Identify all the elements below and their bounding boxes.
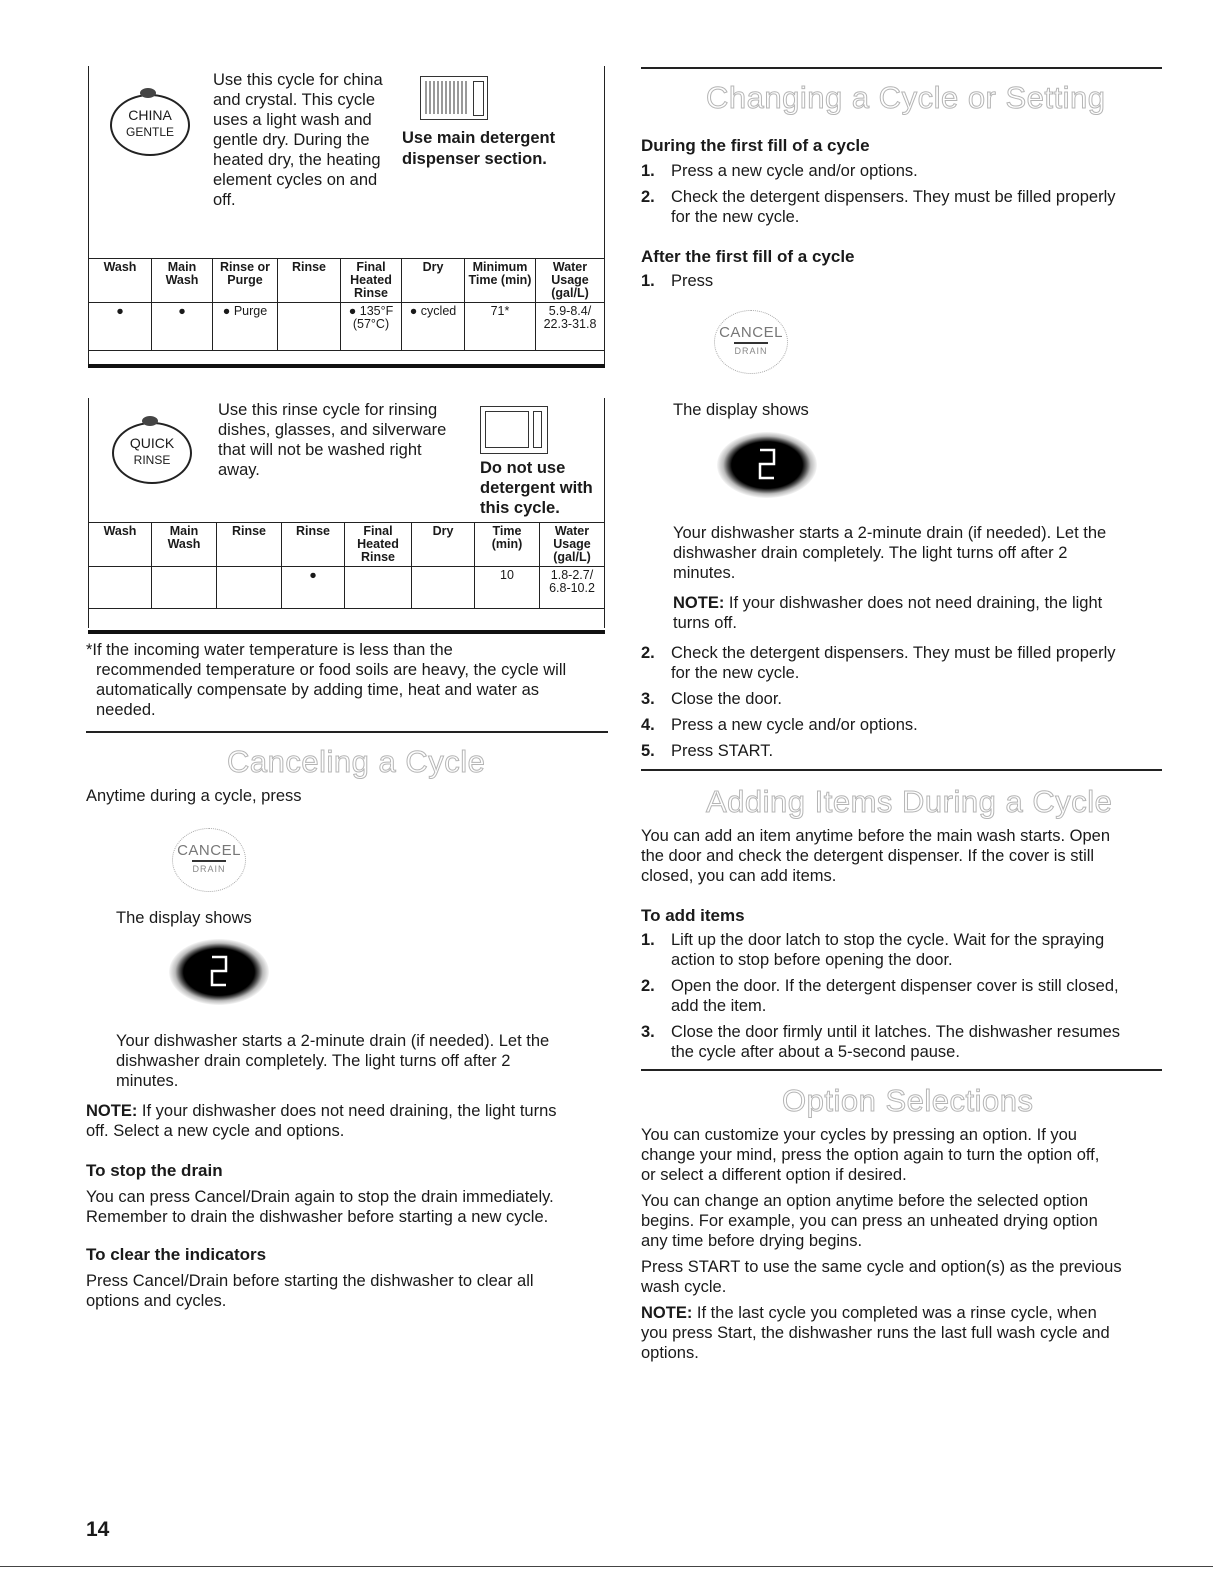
text-line: dishwasher drain completely. The light turns off after 2 [116, 1052, 511, 1070]
section-divider [641, 67, 1162, 69]
step-number: 1. [641, 162, 655, 180]
text-line: this cycle. [480, 499, 560, 517]
changing-drain-text [673, 523, 1163, 583]
canceling-drain-text [116, 1031, 606, 1091]
stop-drain-text [86, 1187, 606, 1227]
note-label: NOTE: [86, 1102, 138, 1120]
step-number: 3. [641, 1023, 655, 1041]
step-number: 1. [641, 931, 655, 949]
cancel-indicator-bar [192, 860, 226, 862]
adding-intro [641, 826, 1166, 886]
step-number: 5. [641, 742, 655, 760]
stop-drain-heading: To stop the drain [86, 1161, 223, 1180]
text-line: Use main detergent [402, 129, 556, 147]
digit-2-icon [205, 953, 233, 991]
canceling-note [86, 1101, 606, 1141]
after-fill-heading: After the first fill of a cycle [641, 247, 855, 266]
text-line: off. Select a new cycle and options. [86, 1122, 345, 1140]
table-row [89, 567, 605, 609]
drain-label: DRAIN [192, 864, 226, 874]
list-item [641, 1022, 1166, 1062]
badge-line-1: CHINA [128, 107, 172, 123]
list-item [641, 187, 1166, 227]
note-text: If the last cycle you completed was a rinse cycle, when [692, 1304, 1097, 1322]
footnote [86, 640, 606, 720]
cancel-indicator-bar [734, 342, 768, 344]
cancel-drain-button[interactable] [172, 828, 246, 892]
step-number: 1. [641, 272, 655, 290]
table-cell [412, 567, 475, 609]
table-cell [278, 303, 341, 351]
step-number: 4. [641, 716, 655, 734]
table-header: Minimum Time (min) [465, 259, 536, 303]
text-line: You can change an option anytime before the selected option [641, 1192, 1089, 1210]
table-row [89, 303, 605, 351]
china-description [213, 70, 403, 210]
text-line: dishwasher drain completely. The light turns off after 2 [673, 544, 1068, 562]
quick-rinse-badge [112, 422, 192, 484]
detergent-dispenser-empty-icon [480, 406, 548, 454]
text-line: You can add an item anytime before the main wash starts. Open [641, 827, 1110, 845]
badge-line-2: RINSE [133, 453, 171, 467]
table-bottom-rule [88, 364, 605, 368]
drain-display-icon [717, 432, 817, 498]
table-header-row [89, 259, 605, 303]
list-item [641, 715, 1166, 735]
text-line: Do not use [480, 459, 566, 477]
options-section-title: Option Selections [782, 1083, 1034, 1118]
step-text: for the new cycle. [671, 664, 800, 682]
text-line: You can press Cancel/Drain again to stop the drain immediately. [86, 1188, 554, 1206]
text-line: *If the incoming water temperature is less than the [86, 641, 453, 659]
text-line: Remember to drain the dishwasher before starting a new cycle. [86, 1208, 549, 1226]
text-line: gentle dry. During the [213, 131, 370, 149]
text-line: options and cycles. [86, 1292, 227, 1310]
step-text: for the new cycle. [671, 208, 800, 226]
text-line: closed, you can add items. [641, 867, 837, 885]
drain-label: DRAIN [734, 346, 768, 356]
display-shows-label: The display shows [116, 909, 252, 927]
step-text: Check the detergent dispensers. They must be filled properly [671, 644, 1116, 662]
badge-line-2: GENTLE [125, 125, 174, 139]
note-text: If your dishwasher does not need draining, the light turns [137, 1102, 557, 1120]
text-line: uses a light wash and [213, 111, 372, 129]
options-paragraphs [641, 1125, 1166, 1363]
clear-indicators-text [86, 1271, 606, 1311]
table-cell: ● cycled [402, 303, 465, 351]
add-items-heading: To add items [641, 906, 745, 925]
clear-indicators-heading: To clear the indicators [86, 1245, 267, 1264]
step-text: Press START. [671, 742, 774, 760]
note-label: NOTE: [641, 1304, 693, 1322]
table-header: Water Usage (gal/L) [536, 259, 605, 303]
display-shows-label: The display shows [673, 401, 809, 419]
table-cell [89, 567, 152, 609]
list-item [641, 976, 1166, 1016]
table-cell [152, 567, 217, 609]
quick-description [218, 400, 478, 480]
text-line: any time before drying begins. [641, 1232, 863, 1250]
step-number: 2. [641, 644, 655, 662]
table-cell: 5.9-8.4/ 22.3-31.8 [536, 303, 605, 351]
text-line: dishes, glasses, and silverware [218, 421, 447, 439]
section-divider [641, 1069, 1162, 1071]
cancel-label: CANCEL [719, 324, 783, 341]
table-cell: 71* [465, 303, 536, 351]
note-text: If your dishwasher does not need draining, the light [724, 594, 1103, 612]
after-fill-step-1 [641, 271, 713, 291]
table-header: Wash [89, 523, 152, 567]
table-cell: ● 135°F (57°C) [341, 303, 402, 351]
table-header: Dry [402, 259, 465, 303]
list-item [641, 930, 1166, 970]
china-cycle-table [88, 258, 605, 351]
table-cell [345, 567, 412, 609]
step-text: Press [671, 272, 714, 290]
note-label: NOTE: [673, 594, 725, 612]
list-item [641, 161, 1166, 181]
text-line: You can customize your cycles by pressing an option. If you [641, 1126, 1077, 1144]
text-line: minutes. [673, 564, 736, 582]
list-item [641, 643, 1166, 683]
step-number: 3. [641, 690, 655, 708]
table-bottom-rule [88, 630, 605, 634]
text-line: Your dishwasher starts a 2-minute drain (if needed). Let the [673, 524, 1107, 542]
text-line: change your mind, press the option again to turn the option off, [641, 1146, 1100, 1164]
table-header: Dry [412, 523, 475, 567]
step-number: 2. [641, 977, 655, 995]
step-number: 2. [641, 188, 655, 206]
step-text: Press a new cycle and/or options. [671, 162, 918, 180]
spray-icon [140, 88, 156, 98]
text-line: recommended temperature or food soils are heavy, the cycle will [96, 661, 567, 679]
table-cell: 1.8-2.7/ 6.8-10.2 [540, 567, 605, 609]
step-text: Open the door. If the detergent dispenser cover is still closed, [671, 977, 1119, 995]
canceling-intro: Anytime during a cycle, press [86, 787, 302, 805]
changing-note [673, 593, 1163, 633]
first-fill-steps [641, 161, 1166, 233]
text-line: minutes. [116, 1072, 179, 1090]
table-header-row [89, 523, 605, 567]
table-cell: ● [152, 303, 213, 351]
table-header: Main Wash [152, 259, 213, 303]
page-bottom-rule [0, 1566, 1213, 1567]
table-cell: ● [89, 303, 152, 351]
text-line: you press Start, the dishwasher runs the last full wash cycle and [641, 1324, 1110, 1342]
after-fill-steps [641, 643, 1166, 767]
table-header: Main Wash [152, 523, 217, 567]
table-cell [217, 567, 282, 609]
text-line: off. [213, 191, 236, 209]
changing-section-title: Changing a Cycle or Setting [706, 80, 1106, 115]
text-line: wash cycle. [641, 1278, 727, 1296]
table-header: Final Heated Rinse [341, 259, 402, 303]
step-text: action to stop before opening the door. [671, 951, 953, 969]
list-item [641, 741, 1166, 761]
drain-display-icon [169, 939, 269, 1005]
list-item [641, 689, 1166, 709]
badge-line-1: QUICK [129, 435, 175, 451]
text-line: element cycles on and [213, 171, 378, 189]
text-line: Press Cancel/Drain before starting the dishwasher to clear all [86, 1272, 534, 1290]
table-header: Rinse [278, 259, 341, 303]
step-text: Lift up the door latch to stop the cycle. Wait for the spraying [671, 931, 1105, 949]
table-header: Rinse [282, 523, 345, 567]
table-header: Wash [89, 259, 152, 303]
table-header: Rinse or Purge [213, 259, 278, 303]
digit-2-icon [753, 446, 781, 484]
text-line: Press START to use the same cycle and option(s) as the previous [641, 1258, 1122, 1276]
table-cell: ● [282, 567, 345, 609]
table-header: Rinse [217, 523, 282, 567]
text-line: options. [641, 1344, 699, 1362]
section-divider [86, 731, 608, 733]
step-text: Press a new cycle and/or options. [671, 716, 918, 734]
add-items-steps [641, 930, 1166, 1068]
china-detergent-note [402, 128, 555, 170]
quick-detergent-note [480, 458, 593, 518]
table-header: Time (min) [475, 523, 540, 567]
first-fill-heading: During the first fill of a cycle [641, 136, 870, 155]
text-line: that will not be washed right [218, 441, 422, 459]
text-line: heated dry, the heating [213, 151, 381, 169]
adding-section-title: Adding Items During a Cycle [706, 784, 1113, 819]
text-line: needed. [96, 701, 156, 719]
text-line: Your dishwasher starts a 2-minute drain (if needed). Let the [116, 1032, 550, 1050]
step-text: Close the door firmly until it latches. The dishwasher resumes [671, 1023, 1121, 1041]
table-cell: 10 [475, 567, 540, 609]
text-line: Use this rinse cycle for rinsing [218, 401, 438, 419]
text-line: detergent with [480, 479, 593, 497]
quick-cycle-table [88, 522, 605, 609]
step-text: add the item. [671, 997, 767, 1015]
step-text: the cycle after about a 5-second pause. [671, 1043, 960, 1061]
table-header: Final Heated Rinse [345, 523, 412, 567]
table-header: Water Usage (gal/L) [540, 523, 605, 567]
text-line: dispenser section. [402, 150, 547, 168]
text-line: turns off. [673, 614, 737, 632]
text-line: begins. For example, you can press an unheated drying option [641, 1212, 1098, 1230]
text-line: or select a different option if desired. [641, 1166, 907, 1184]
step-text: Check the detergent dispensers. They must be filled properly [671, 188, 1116, 206]
text-line: the door and check the detergent dispenser. If the cover is still [641, 847, 1095, 865]
cancel-drain-button[interactable] [714, 310, 788, 374]
canceling-section-title: Canceling a Cycle [227, 744, 486, 779]
section-divider [641, 769, 1162, 771]
table-cell: ● Purge [213, 303, 278, 351]
cancel-label: CANCEL [177, 842, 241, 859]
text-line: Use this cycle for china [213, 71, 383, 89]
text-line: automatically compensate by adding time, heat and water as [96, 681, 540, 699]
spray-icon [142, 416, 158, 426]
text-line: away. [218, 461, 260, 479]
page-number: 14 [86, 1518, 110, 1541]
step-text: Close the door. [671, 690, 782, 708]
china-gentle-badge [110, 94, 190, 156]
text-line: and crystal. This cycle [213, 91, 376, 109]
detergent-dispenser-icon [420, 76, 488, 120]
